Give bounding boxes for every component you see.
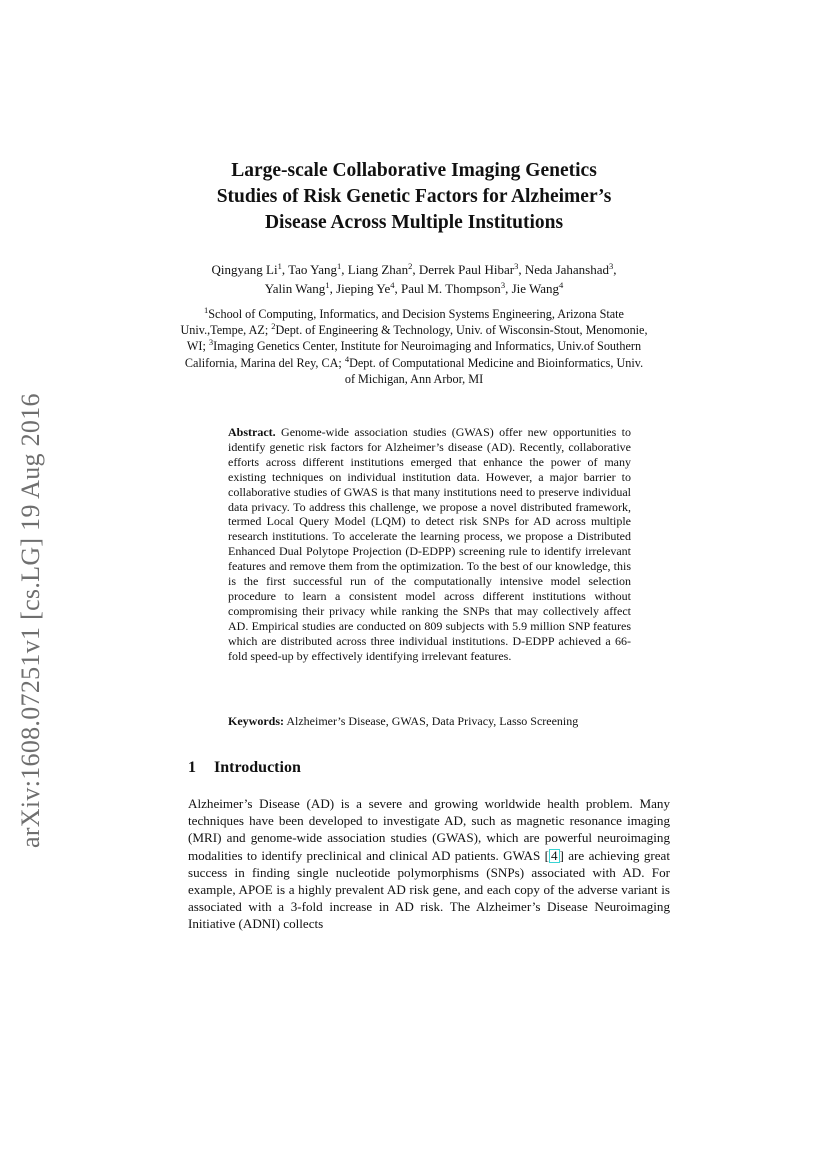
arxiv-identifier: arXiv:1608.07251v1 [cs.LG] 19 Aug 2016: [16, 393, 45, 848]
intro-text: Alzheimer’s Disease (AD) is a severe and growing worldwide health problem. Many techniques have been developed to investigate AD, such as magnetic resonance imaging (MRI) and genome-wide association studies (GWAS), which are powerful neuroimaging modalities to identify preclinical and clinical AD patients. GWAS: [188, 796, 670, 863]
section-number: 1: [188, 759, 196, 776]
paper-title: [150, 158, 678, 236]
affiliation-mark: 4: [344, 353, 350, 364]
author: Neda Jahanshad$^3$: [524, 261, 614, 277]
section-heading: [188, 759, 301, 777]
affiliations: [180, 306, 648, 387]
affiliation-mark: 3: [208, 337, 214, 348]
affiliation: Dept. of Engineering & Technology, Univ. of Wisconsin-Stout, Menomonie, WI;: [186, 323, 648, 354]
author: Jieping Ye$^4$: [336, 280, 395, 296]
keywords-label: Keywords:: [228, 714, 284, 728]
author-list: Qingyang Li$^1$, Tao Yang$^1$, Liang Zhan$^2$, Derrek Paul Hibar$^3$, Neda Jahanshad$^3$, Yalin Wang$^1$, Jieping Ye$^4$, Paul M. Thompson$^3$, Jie Wang$^4$: [211, 261, 617, 296]
author: Paul M. Thompson$^3$: [401, 280, 506, 296]
intro-paragraph: Alzheimer’s Disease (AD) is a severe and growing worldwide health problem. Many techniques have been developed to investigate AD, such as magnetic resonance imaging (MRI) and genome-wide association studies (GWAS), which are powerful neuroimaging modalities to identify preclinical and clinical AD patients. GWAS [ 4 ] are achieving great success in finding single nucleotide polymorphisms (SNPs) associated with AD. For example, APOE is a highly prevalent AD risk gene, and each copy of the adverse variant is associated with a 3-fold increase in AD risk. The Alzheimer’s Disease Neuroimaging Initiative (ADNI) collects: [188, 796, 670, 932]
author: Liang Zhan$^2$: [347, 261, 413, 277]
affiliation: Imaging Genetics Center, Institute for Neuroimaging and Informatics, Univ.of Southern California, Marina del Rey, CA;: [184, 339, 642, 370]
citation-link[interactable]: 4: [550, 847, 558, 863]
abstract-label: Abstract.: [228, 425, 276, 439]
section-title: Introduction: [214, 759, 301, 776]
author: Derrek Paul Hibar$^3$: [418, 261, 519, 277]
author: Jie Wang$^4$: [511, 280, 564, 296]
abstract: [228, 425, 631, 664]
affiliation: Dept. of Computational Medicine and Bioinformatics, Univ. of Michigan, Ann Arbor, MI: [344, 355, 644, 386]
title-line: Disease Across Multiple Institutions: [264, 212, 564, 233]
author: Yalin Wang$^1$: [264, 280, 330, 296]
title-line: Studies of Risk Genetic Factors for Alzheimer’s: [216, 186, 612, 207]
affiliation-mark: 2: [271, 321, 276, 332]
abstract-text: Genome-wide association studies (GWAS) offer new opportunities to identify genetic risk factors for Alzheimer’s disease (AD). Recently, collaborative efforts across different institutions emerged that enhance the power of many existing techniques on individual institution data. However, a major barrier to collaborative studies of GWAS is that many institutions need to preserve individual data privacy. To address this challenge, we propose a novel distributed framework, termed Local Query Model (LQM) to detect risk SNPs for AD across multiple research institutions. To accelerate the learning process, we propose a Distributed Enhanced Dual Polytope Projection (D-EDPP) screening rule to identify irrelevant features and remove them from the optimization. To the best of our knowledge, this is the first successful run of the computationally intensive model selection procedure to learn a consistent model across different institutions without compromising their privacy while ranking the SNPs that may collectively affect AD. Empirical studies are conducted on 809 subjects with 5.9 million SNP features which are distributed across three individual institutions. D-EDPP achieved a 66-fold speed-up by effectively identifying irrelevant features.: [228, 425, 632, 663]
keywords-text: Alzheimer’s Disease, GWAS, Data Privacy, Lasso Screening: [286, 714, 579, 728]
affiliation-mark: 1: [204, 305, 209, 315]
intro-text: are achieving great success in finding single nucleotide polymorphisms (SNPs) associated with AD. For example, APOE is a highly prevalent AD risk gene, and each copy of the adverse variant is associated with a 3-fold increase in AD risk. The Alzheimer’s Disease Neuroimaging Initiative (ADNI) collects: [188, 847, 670, 932]
title-line: Large-scale Collaborative Imaging Genetics: [231, 160, 597, 181]
author: Tao Yang$^1$: [288, 261, 342, 277]
author: Qingyang Li$^1$: [211, 261, 282, 277]
keywords: [228, 714, 648, 729]
affiliation: School of Computing, Informatics, and Decision Systems Engineering, Arizona State Univ.,Tempe, AZ;: [180, 307, 624, 338]
